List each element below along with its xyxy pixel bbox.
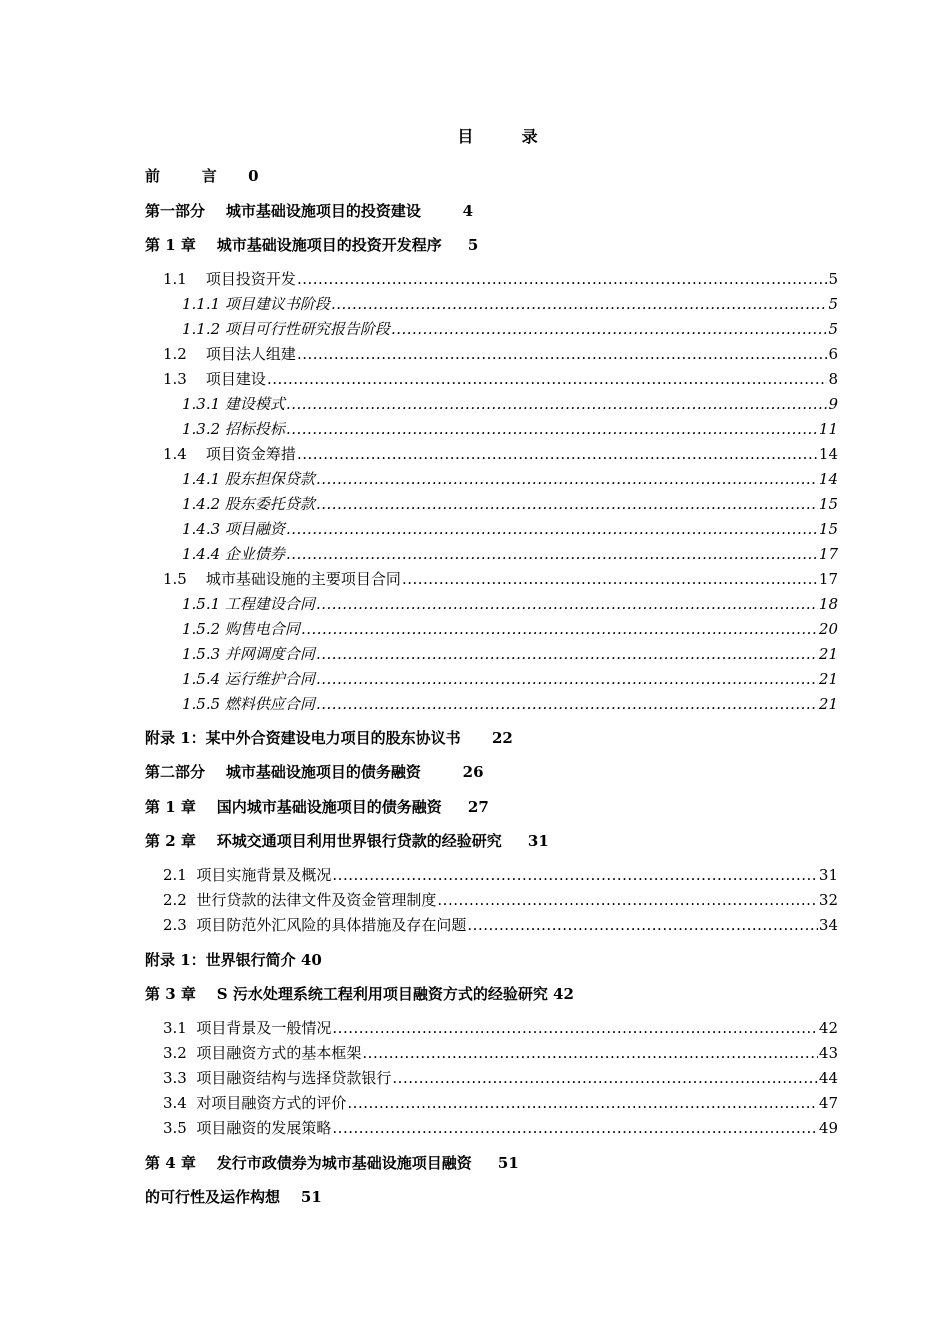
toc-heading-part-1[interactable]: 第一部分 城市基础设施项目的投资建设 4 [145,202,474,220]
toc-entry-page: 21 [818,670,838,688]
toc-entry[interactable] [163,865,838,885]
toc-entry-label: 1.1.2 项目可行性研究报告阶段 [182,320,390,338]
dot-leader [267,369,828,389]
toc-entry[interactable] [163,369,838,389]
toc-heading-part2-chapter-1[interactable]: 第 1 章 国内城市基础设施项目的债务融资 27 [145,798,489,816]
toc-entry[interactable] [163,1068,838,1088]
toc-entry-label: 1.4.1 股东担保贷款 [182,470,315,488]
toc-entry[interactable] [182,469,838,489]
toc-title-char-1: 目 [457,127,475,146]
toc-entry[interactable] [163,344,838,364]
toc-entry[interactable] [182,544,838,564]
dot-leader [316,694,818,714]
toc-entry-label: 1.4.2 股东委托贷款 [182,495,315,513]
toc-entry[interactable] [182,594,838,614]
toc-heading-appendix-worldbank[interactable]: 附录 1：世界银行简介 40 [145,951,322,969]
dot-leader [286,519,818,539]
toc-heading-preface[interactable]: 前 言 0 [145,167,259,185]
toc-entry-page: 43 [818,1044,838,1062]
toc-entry-label: 1.1 项目投资开发 [163,270,296,288]
toc-entry-label: 3.4 对项目融资方式的评价 [163,1094,347,1112]
toc-entry-label: 1.4.3 项目融资 [182,520,285,538]
toc-entry[interactable] [182,419,838,439]
toc-entry-label: 1.3.2 招标投标 [182,420,285,438]
toc-title-char-2: 录 [521,127,539,146]
toc-entry-label: 1.5 城市基础设施的主要项目合同 [163,570,401,588]
toc-entry-page: 21 [818,695,838,713]
toc-entry[interactable] [163,569,838,589]
toc-heading-part2-chapter-2[interactable]: 第 2 章 环城交通项目利用世界银行贷款的经验研究 31 [145,832,549,850]
dot-leader [362,1043,818,1063]
dot-leader [392,1068,818,1088]
toc-entry-label: 1.2 项目法人组建 [163,345,296,363]
toc-entry[interactable] [182,519,838,539]
dot-leader [347,1093,818,1113]
toc-entry-page: 8 [828,370,838,388]
dot-leader [316,469,818,489]
toc-entry[interactable] [163,269,838,289]
toc-entry-label: 3.1 项目背景及一般情况 [163,1019,332,1037]
toc-entry-page: 49 [818,1119,838,1137]
toc-entry-label: 1.5.3 并网调度合同 [182,645,315,663]
toc-entry[interactable] [182,619,838,639]
dot-leader [297,269,828,289]
toc-entry[interactable] [163,1093,838,1113]
toc-entry-page: 21 [818,645,838,663]
dot-leader [286,394,828,414]
toc-entry[interactable] [182,669,838,689]
toc-entry-label: 1.4.4 企业债券 [182,545,285,563]
toc-heading-part2-chapter-4-cont[interactable]: 的可行性及运作构想 51 [145,1188,322,1206]
toc-entry-page: 14 [818,470,838,488]
toc-title [0,124,950,147]
toc-entry-page: 17 [818,570,838,588]
toc-entry-label: 1.1.1 项目建议书阶段 [182,295,330,313]
dot-leader [467,915,818,935]
toc-entry-page: 47 [818,1094,838,1112]
toc-entry-label: 1.5.1 工程建设合同 [182,595,315,613]
toc-entry[interactable] [163,1118,838,1138]
toc-entry-label: 2.1 项目实施背景及概况 [163,866,332,884]
toc-entry[interactable] [163,915,838,935]
dot-leader [332,865,818,885]
dot-leader [437,890,818,910]
toc-entry-page: 31 [818,866,838,884]
dot-leader [331,294,828,314]
toc-entry-page: 6 [828,345,838,363]
dot-leader [286,419,818,439]
toc-entry-page: 20 [818,620,838,638]
toc-entry-page: 42 [818,1019,838,1037]
toc-entry-page: 44 [818,1069,838,1087]
dot-leader [316,594,818,614]
toc-heading-part2-chapter-3[interactable]: 第 3 章 S 污水处理系统工程利用项目融资方式的经验研究 42 [145,985,574,1003]
toc-entry-label: 1.4 项目资金筹措 [163,445,296,463]
toc-entry-page: 18 [818,595,838,613]
toc-entry-page: 5 [828,270,838,288]
toc-heading-part2-chapter-4[interactable]: 第 4 章 发行市政债券为城市基础设施项目融资 51 [145,1154,519,1172]
dot-leader [316,669,818,689]
toc-entry-label: 1.5.5 燃料供应合同 [182,695,315,713]
dot-leader [316,494,818,514]
dot-leader [402,569,818,589]
toc-entry-page: 9 [828,395,838,413]
toc-entry-label: 2.3 项目防范外汇风险的具体措施及存在问题 [163,916,467,934]
toc-entry[interactable] [182,644,838,664]
toc-entry[interactable] [163,890,838,910]
toc-entry-page: 14 [818,445,838,463]
toc-entry-label: 3.5 项目融资的发展策略 [163,1119,332,1137]
toc-entry[interactable] [182,394,838,414]
toc-entry-label: 3.2 项目融资方式的基本框架 [163,1044,362,1062]
toc-entry[interactable] [163,1043,838,1063]
toc-entry-page: 5 [828,320,838,338]
toc-entry-page: 11 [818,420,838,438]
toc-entry-label: 1.3.1 建设模式 [182,395,285,413]
toc-entry-label: 1.5.2 购售电合同 [182,620,300,638]
dot-leader [297,444,818,464]
toc-entry-page: 15 [818,495,838,513]
toc-entry-page: 17 [818,545,838,563]
toc-entry-label: 3.3 项目融资结构与选择贷款银行 [163,1069,392,1087]
toc-entry-page: 32 [818,891,838,909]
dot-leader [332,1018,818,1038]
toc-heading-part1-chapter-1[interactable]: 第 1 章 城市基础设施项目的投资开发程序 5 [145,236,479,254]
toc-entry[interactable] [182,694,838,714]
toc-entry[interactable] [182,294,838,314]
toc-heading-appendix-1[interactable]: 附录 1：某中外合资建设电力项目的股东协议书 22 [145,729,513,747]
dot-leader [301,619,818,639]
toc-entry-page: 5 [828,295,838,313]
toc-entry-label: 1.5.4 运行维护合同 [182,670,315,688]
dot-leader [391,319,828,339]
toc-entry[interactable] [182,319,838,339]
toc-entry[interactable] [182,494,838,514]
dot-leader [332,1118,818,1138]
toc-entry-label: 2.2 世行贷款的法律文件及资金管理制度 [163,891,437,909]
toc-entry-page: 15 [818,520,838,538]
dot-leader [316,644,818,664]
toc-entry[interactable] [163,444,838,464]
toc-heading-part-2[interactable]: 第二部分 城市基础设施项目的债务融资 26 [145,763,484,781]
toc-entry-label: 1.3 项目建设 [163,370,266,388]
toc-entry-page: 34 [818,916,838,934]
dot-leader [286,544,818,564]
toc-entry[interactable] [163,1018,838,1038]
dot-leader [297,344,828,364]
